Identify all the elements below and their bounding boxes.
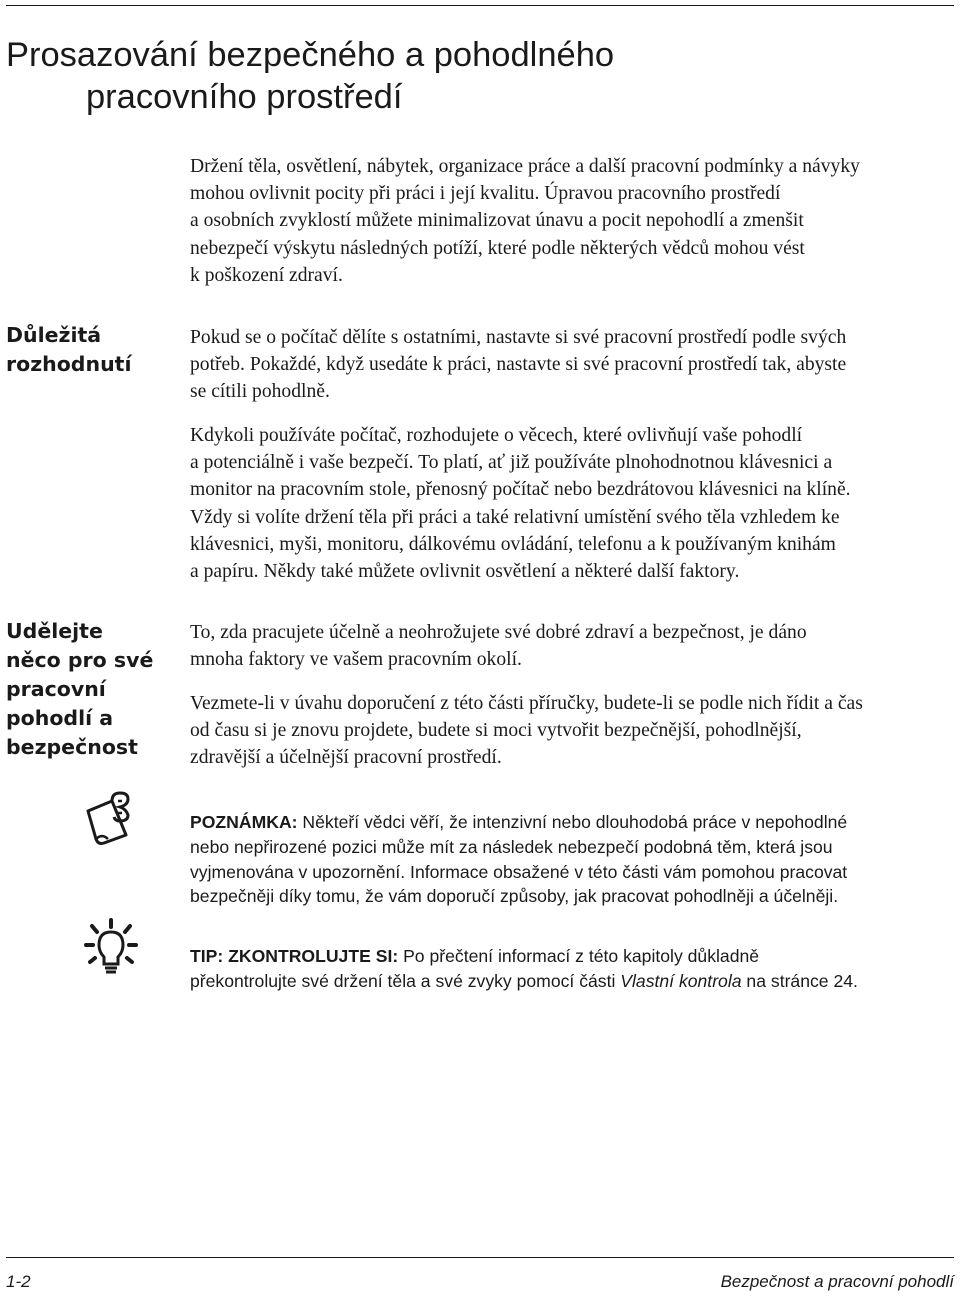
text-line: nebezpečí výskytu následných potíží, které podle některých vědců mohou vést: [190, 237, 805, 259]
text-line: vyjmenována v upozornění. Informace obsažené v této části vám pomohou pracovat: [190, 861, 848, 882]
text-line: a osobních zvyklostí můžete minimalizovat únavu a pocit nepohodlí a zmenšit: [190, 210, 804, 232]
text-line: mnoha faktory ve vašem pracovním okolí.: [190, 649, 522, 671]
text-line: nebo nepřirozené pozici může mít za následek nebezpečí podobná těm, která jsou: [190, 836, 833, 857]
section-heading-line: něco pro své: [6, 648, 154, 672]
text-line: od času si je znovu projdete, budete si moci vytvořit bezpečnější, pohodlnější,: [190, 720, 802, 742]
tip-text: překontrolujte své držení těla a své zvyky pomocí části: [190, 970, 621, 991]
text-line: bezpečněji díky tomu, že vám doporučí způsoby, jak pracovat pohodlněji a účelněji.: [190, 886, 839, 907]
section-heading-comfort-safety: [6, 617, 176, 762]
lightbulb-icon: [82, 918, 140, 978]
top-rule: [6, 5, 954, 6]
text-line: To, zda pracujete účelně a neohrožujete své dobré zdraví a bezpečnost, je dáno: [190, 622, 807, 643]
text-line: a potenciálně i vaše bezpečí. To platí, ať již používáte plnohodnotnou klávesnici a: [190, 452, 833, 474]
footer-page-number: 1-2: [6, 1272, 31, 1291]
tip-label: TIP: ZKONTROLUJTE SI:: [190, 946, 399, 966]
footer-section-title: Bezpečnost a pracovní pohodlí: [720, 1272, 954, 1291]
text-line: klávesnici, myši, monitoru, dálkovému ovládání, telefonu a k používaným knihám: [190, 533, 836, 555]
section-heading-line: pracovní: [6, 677, 106, 701]
text-line: Vždy si volíte držení těla při práci a také relativní umístění svého těla vzhledem ke: [190, 506, 840, 528]
text-line: Vezmete-li v úvahu doporučení z této části příručky, budete-li se podle nich řídit a čas: [190, 693, 863, 714]
section1-paragraph-1: [190, 324, 952, 406]
bottom-rule: [6, 1257, 954, 1258]
tip-second-line: [190, 969, 952, 994]
note-text: Někteří vědci věří, že intenzivní nebo dlouhodobá práce v nepohodlné: [297, 812, 848, 832]
section-heading-line: Důležitá: [6, 323, 102, 347]
note-label: POZNÁMKA:: [190, 812, 298, 832]
intro-paragraph: [190, 153, 952, 289]
tip-text: Po přečtení informací z této kapitoly důkladně: [398, 946, 760, 966]
section-heading-line: Udělejte: [6, 619, 103, 643]
page-title-line-1: Prosazování bezpečného a pohodlného: [6, 36, 615, 74]
text-line: mohou ovlivnit pocity při práci i její kvalitu. Úpravou pracovního prostředí: [190, 183, 781, 205]
page-title-line-2: pracovního prostředí: [86, 78, 403, 116]
note-icon: [82, 789, 140, 847]
text-line: se cítili pohodlně.: [190, 381, 330, 403]
section2-paragraph-1: [190, 619, 952, 673]
text-line: Držení těla, osvětlení, nábytek, organizace práce a další pracovní podmínky a návyky: [190, 156, 860, 177]
text-line: Pokud se o počítač dělíte s ostatními, nastavte si své pracovní prostředí podle svých: [190, 327, 847, 348]
section-heading-important-decisions: [6, 321, 176, 379]
text-line: monitor na pracovním stole, přenosný počítač nebo bezdrátovou klávesnici na klíně.: [190, 479, 851, 501]
text-line: potřeb. Pokaždé, když usedáte k práci, nastavte si své pracovní prostředí tak, abyste: [190, 354, 847, 376]
section-heading-line: pohodlí a: [6, 706, 114, 730]
text-line: k poškození zdraví.: [190, 264, 343, 286]
page-title: [6, 34, 946, 118]
text-line: zdravější a účelnější pracovní prostředí.: [190, 747, 502, 769]
tip-first-line: [190, 944, 952, 969]
tip-block: [190, 944, 952, 994]
text-line: Kdykoli používáte počítač, rozhodujete o věcech, které ovlivňují vaše pohodlí: [190, 425, 803, 446]
section-heading-line: bezpečnost: [6, 735, 138, 759]
section1-paragraph-2: [190, 422, 952, 585]
tip-cross-reference: Vlastní kontrola: [620, 970, 742, 991]
section-heading-line: rozhodnutí: [6, 352, 132, 376]
note-block: [190, 810, 952, 909]
section2-paragraph-2: [190, 690, 952, 772]
note-first-line: [190, 810, 952, 835]
text-line: a papíru. Někdy také můžete ovlivnit osvětlení a některé další faktory.: [190, 561, 740, 583]
tip-text: na stránce 24.: [741, 970, 858, 991]
